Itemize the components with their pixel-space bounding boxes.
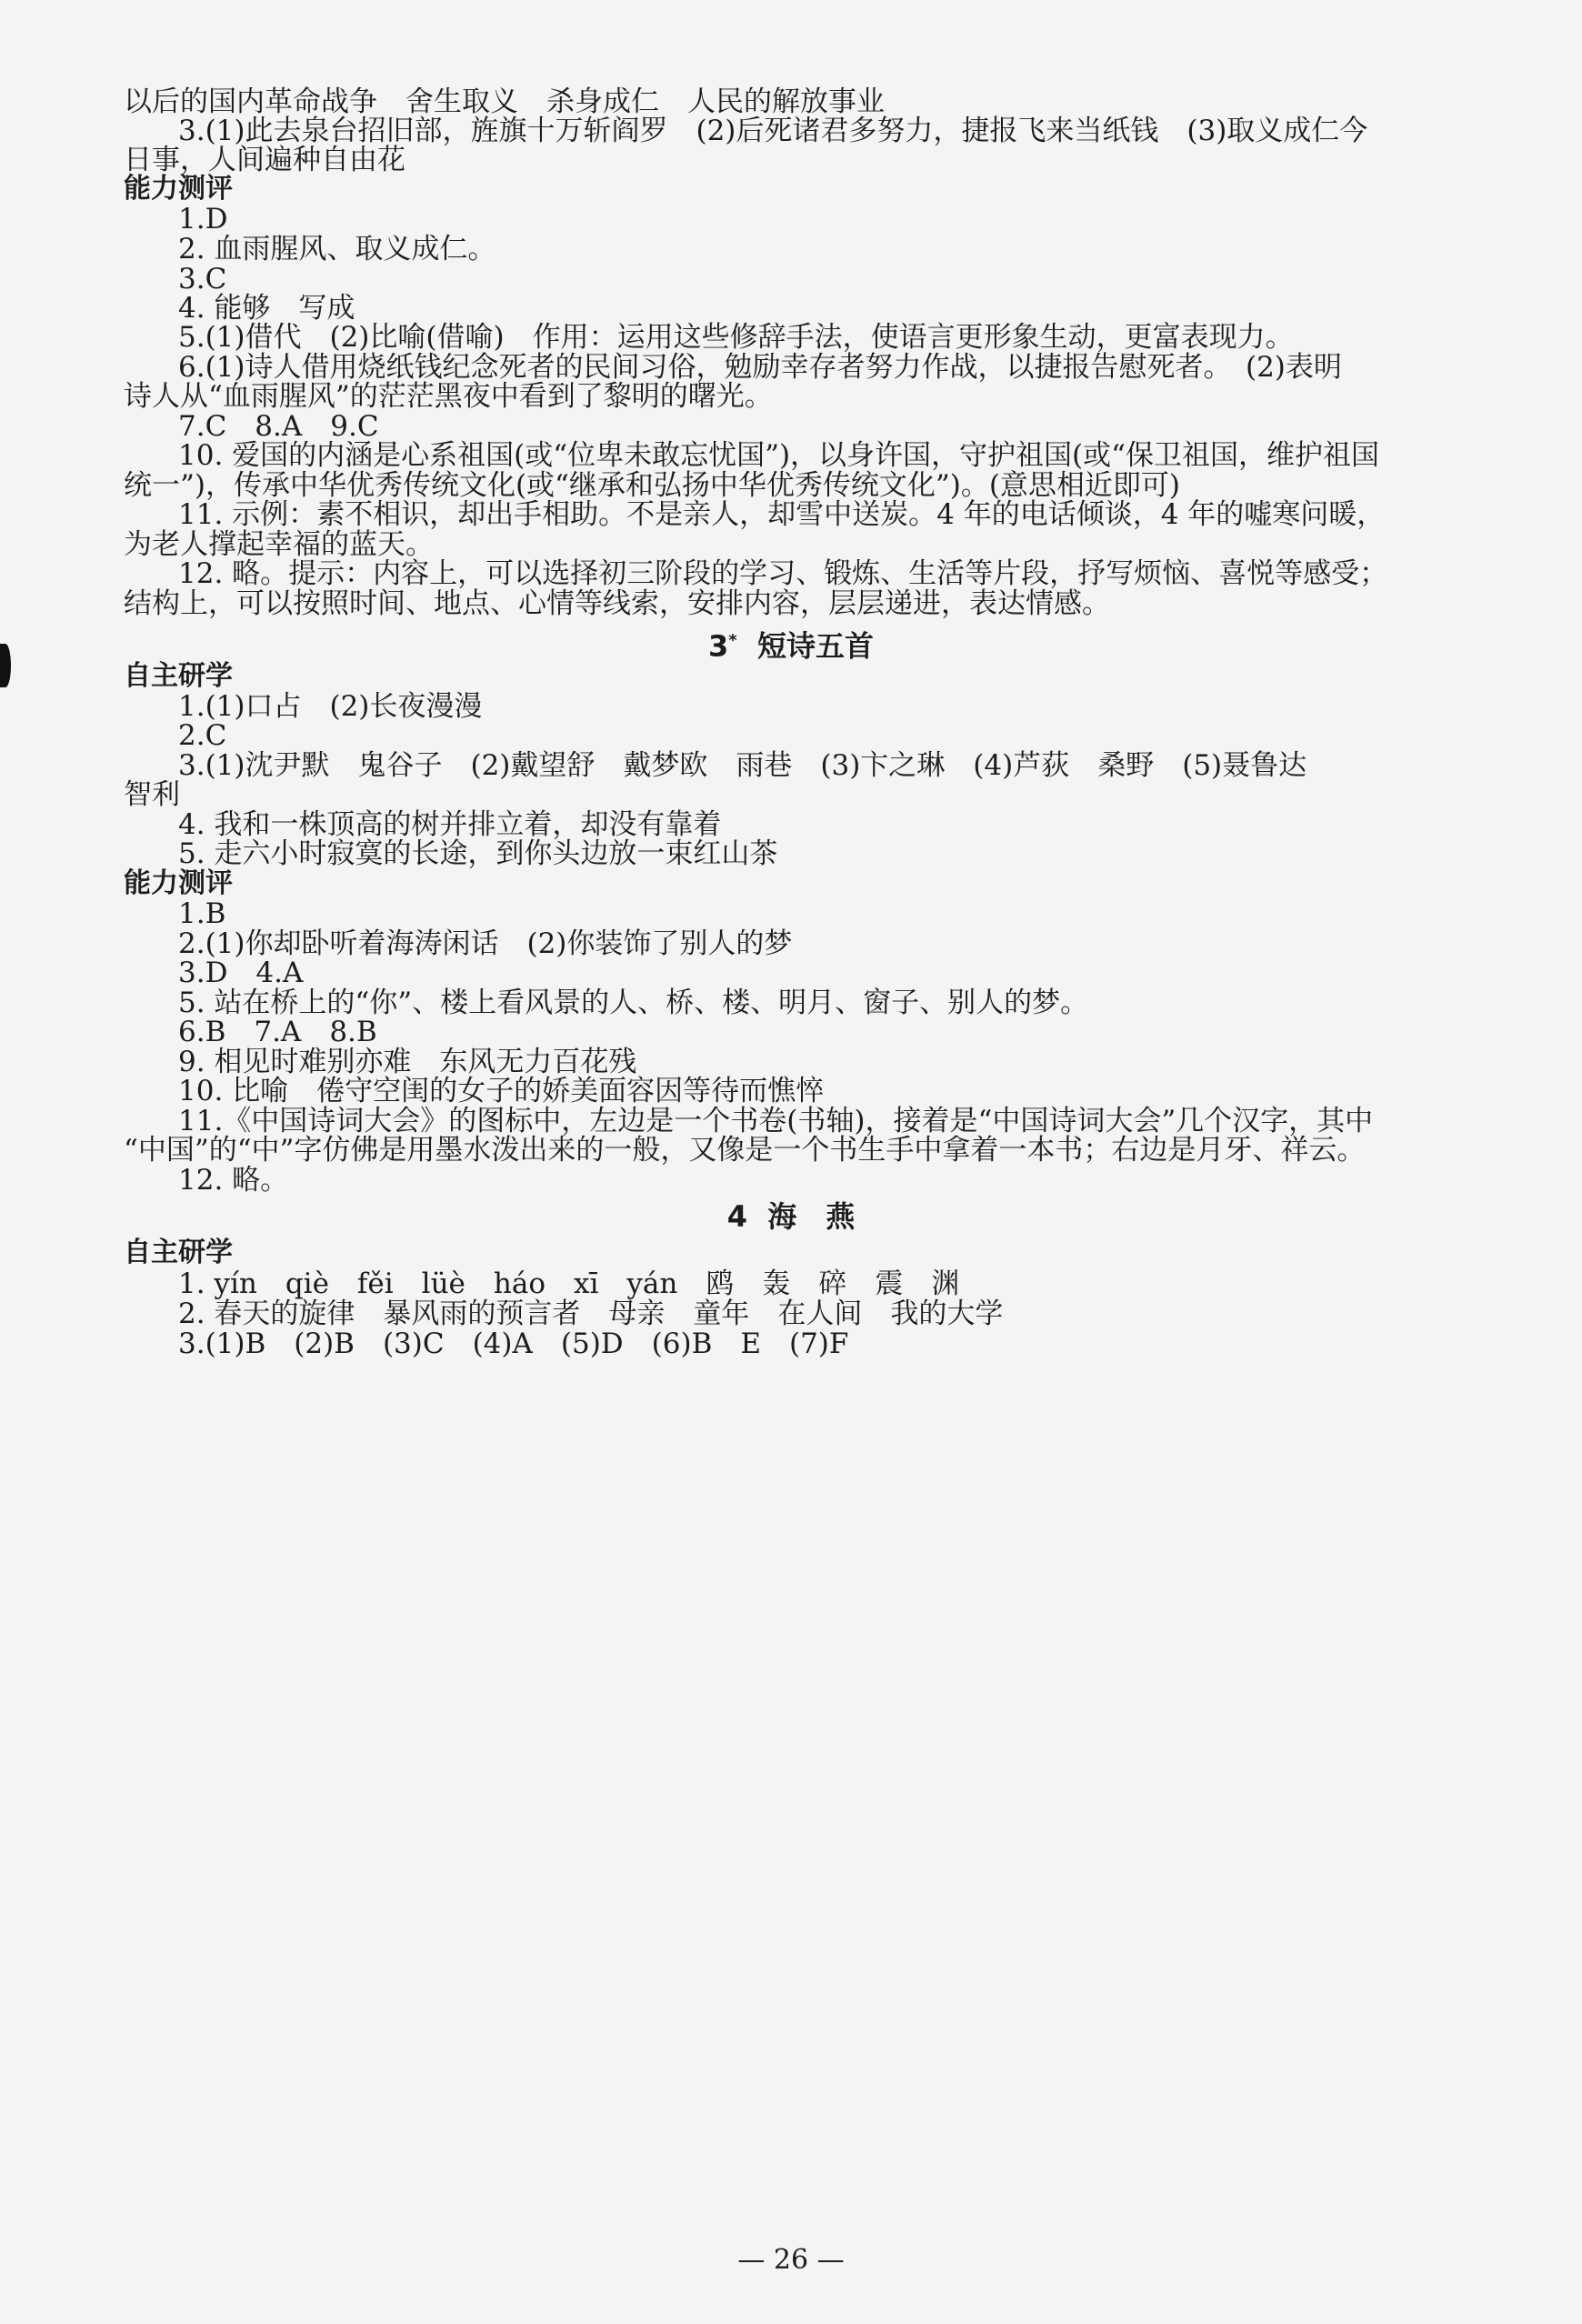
answer-line: 9. 相见时难别亦难 东风无力百花残 [178, 1046, 637, 1078]
section-heading: 能力测评 [124, 867, 233, 899]
answer-line: 1. yín qiè fěi lüè háo xī yán 鸥 轰 碎 震 渊 [178, 1267, 960, 1300]
answer-line: 2.(1)你却卧听着海涛闲话 (2)你装饰了别人的梦 [178, 927, 793, 960]
answer-line: 2.C [178, 719, 227, 752]
section-heading: 自主研学 [124, 1237, 233, 1268]
text-line: 诗人从“血雨腥风”的茫茫黑夜中看到了黎明的曙光。 [124, 380, 773, 413]
answer-line: 6.B 7.A 8.B [178, 1016, 377, 1048]
answer-line: 1.B [178, 897, 226, 930]
section-heading: 能力测评 [124, 173, 233, 205]
lesson-number: 4 [726, 1199, 747, 1234]
text-line: 以后的国内革命战争 舍生取义 杀身成仁 人民的解放事业 [124, 85, 885, 118]
answer-line: 10. 爱国的内涵是心系祖国(或“位卑未敢忘忧国”)，以身许国，守护祖国(或“保卫祖国，维护祖国 [178, 439, 1379, 472]
answer-line: 11. 示例：素不相识，却出手相助。不是亲人，却雪中送炭。4 年的电话倾谈，4 年的嘘寒问暖， [178, 498, 1386, 531]
answer-line: 12. 略。提示：内容上，可以选择初三阶段的学习、锻炼、生活等片段，抒写烦恼、喜悦等感受； [178, 557, 1388, 590]
answer-line: 1.D [178, 203, 228, 235]
section-heading: 自主研学 [124, 660, 233, 692]
answer-line: 1.(1)口占 (2)长夜漫漫 [178, 690, 483, 723]
answer-line: 2. 春天的旋律 暴风雨的预言者 母亲 童年 在人间 我的大学 [178, 1297, 1004, 1330]
answer-line: 4. 我和一株顶高的树并排立着，却没有靠着 [178, 808, 722, 841]
lesson-title-text: 短诗五首 [756, 628, 874, 664]
answer-line: 5. 走六小时寂寞的长途，到你头边放一束红山茶 [178, 837, 778, 870]
answer-line: 10. 比喻 倦守空闺的女子的娇美面容因等待而憔悴 [178, 1075, 825, 1107]
lesson-title-text: 海 燕 [767, 1199, 856, 1234]
answer-line: 11.《中国诗词大会》的图标中，左边是一个书卷(书轴)，接着是“中国诗词大会”几个汉字，其中 [178, 1105, 1374, 1137]
answer-line: 4. 能够 写成 [178, 292, 355, 325]
answer-line: 3.C [178, 263, 227, 296]
answer-line: 3.(1)沈尹默 鬼谷子 (2)戴望舒 戴梦欧 雨巷 (3)卞之琳 (4)芦荻 桑野 (5)聂鲁达 [178, 749, 1307, 782]
answer-line: 12. 略。 [178, 1164, 289, 1197]
text-line: 结构上，可以按照时间、地点、心情等线索，安排内容，层层递进，表达情感。 [124, 587, 1110, 620]
text-line: 为老人撑起幸福的蓝天。 [124, 528, 434, 561]
text-line: 智利 [124, 778, 180, 811]
answer-line: 5.(1)借代 (2)比喻(借喻) 作用：运用这些修辞手法，使语言更形象生动，更富表现力。 [178, 321, 1294, 354]
answer-line: 3.(1)此去泉台招旧部，旌旗十万斩阎罗 (2)后死诸君多努力，捷报飞来当纸钱 (3)取义成仁今 [178, 115, 1368, 147]
text-line: 日事，人间遍种自由花 [124, 144, 406, 176]
answer-line: 2. 血雨腥风、取义成仁。 [178, 233, 496, 265]
answer-line: 5. 站在桥上的“你”、楼上看风景的人、桥、楼、明月、窗子、别人的梦。 [178, 987, 1089, 1019]
answer-line: 3.D 4.A [178, 957, 304, 989]
answer-line: 6.(1)诗人借用烧纸钱纪念死者的民间习俗，勉励幸存者努力作战，以捷报告慰死者。 (2)表明 [178, 351, 1342, 384]
answer-line: 7.C 8.A 9.C [178, 410, 379, 443]
text-line: 统一”)，传承中华优秀传统文化(或“继承和弘扬中华优秀传统文化”)。(意思相近即可) [124, 469, 1181, 502]
optional-star: * [728, 631, 737, 650]
text-line: “中国”的“中”字仿佛是用墨水泼出来的一般，又像是一个书生手中拿着一本书；右边是月牙、祥云。 [124, 1134, 1366, 1167]
answer-line: 3.(1)B (2)B (3)C (4)A (5)D (6)B E (7)F [178, 1327, 849, 1360]
page-number: — 26 — [737, 2244, 845, 2276]
lesson-number: 3 [708, 628, 729, 664]
lesson-title [0, 1198, 1582, 1235]
